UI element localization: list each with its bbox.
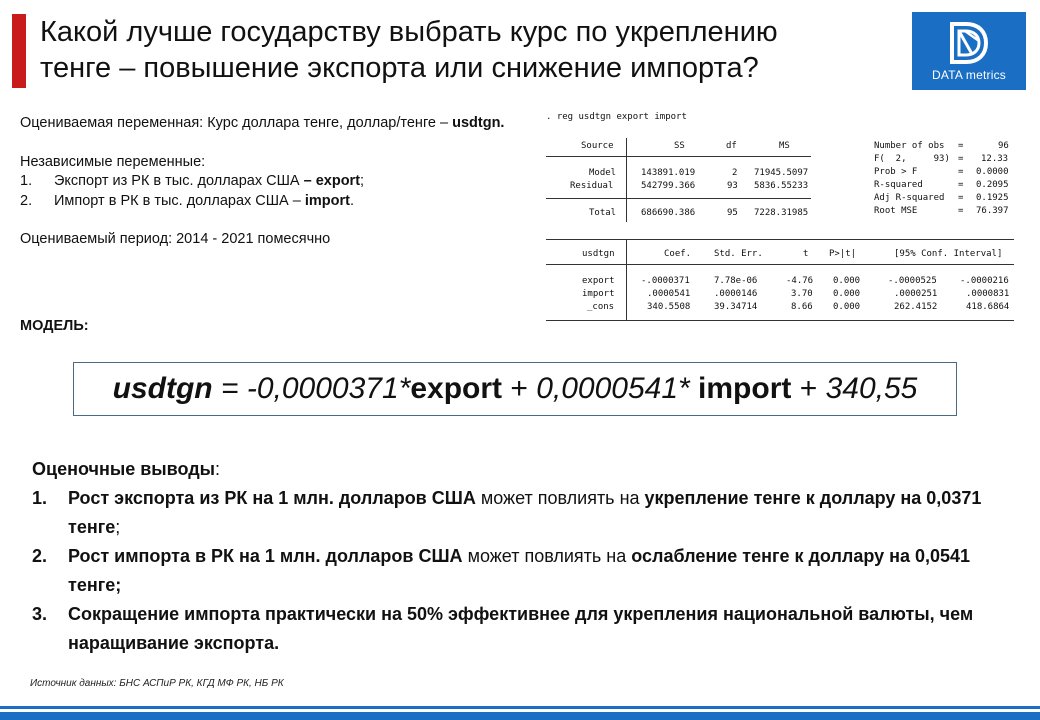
equation-plus: + xyxy=(791,372,826,405)
conclusion-bold: укрепление тенге к доллару на 0,0371 тенге xyxy=(68,488,982,537)
anova-header-ms: MS xyxy=(779,141,790,151)
title-line-2: тенге – повышение экспорта или снижение импорта? xyxy=(40,52,759,84)
title-line-1: Какой лучше государству выбрать курс по укреплению xyxy=(40,16,778,48)
stata-command: . reg usdtgn export import xyxy=(546,112,687,122)
stat-eq: = xyxy=(958,180,964,190)
logo-text: DATA metrics xyxy=(932,68,1006,82)
coef-cell: 7.78e-06 xyxy=(714,276,758,286)
stat-value: 0.0000 xyxy=(976,167,1009,177)
anova-cell: 93 xyxy=(727,181,738,191)
stat-value: 76.397 xyxy=(976,206,1009,216)
anova-cell: 71945.5097 xyxy=(754,168,809,178)
conclusion-number: 1. xyxy=(32,488,48,508)
coef-cell: 262.4152 xyxy=(894,302,938,312)
anova-cell: 5836.55233 xyxy=(754,181,809,191)
title-accent-bar xyxy=(12,14,26,88)
coef-cell: -4.76 xyxy=(786,276,814,286)
equation-coef-export: -0,0000371* xyxy=(246,372,411,405)
item-tail: ; xyxy=(360,173,365,189)
dependent-variable-name: usdtgn. xyxy=(452,115,505,131)
coef-divider xyxy=(626,239,627,321)
anova-cell: 7228.31985 xyxy=(754,208,809,218)
coef-cell: 0.000 xyxy=(833,302,861,312)
coef-rule xyxy=(546,239,626,240)
item-number: 1. xyxy=(20,173,33,189)
equation-constant: 340,55 xyxy=(825,372,918,405)
equation-var-export: export xyxy=(410,372,503,405)
model-label: МОДЕЛЬ: xyxy=(20,318,89,334)
item-number: 2. xyxy=(20,192,33,209)
anova-cell: 143891.019 xyxy=(641,168,696,178)
item-variable: – export xyxy=(303,173,361,189)
footer-bar xyxy=(0,712,1040,720)
conclusion-item xyxy=(32,484,1012,542)
equation-var-import: import xyxy=(698,372,792,405)
coef-row-label: _cons xyxy=(587,302,615,312)
coef-cell: 8.66 xyxy=(791,302,813,312)
independent-variable-item xyxy=(20,192,540,212)
stat-value: 0.2095 xyxy=(976,180,1009,190)
stat-label: Root MSE xyxy=(874,206,918,216)
coef-cell: .0000251 xyxy=(894,289,938,299)
conclusion-bold: ослабление тенге к доллару на 0,0541 тенге; xyxy=(68,546,971,595)
coef-rule xyxy=(626,239,1014,240)
coef-cell: 0.000 xyxy=(833,276,861,286)
coef-rule xyxy=(546,320,626,321)
conclusion-text: ; xyxy=(115,517,121,537)
coef-cell: -.0000525 xyxy=(888,276,937,286)
conclusion-number: 2. xyxy=(32,546,48,566)
conclusion-item xyxy=(32,600,1012,658)
estimation-period: Оцениваемый период: 2014 - 2021 помесячно xyxy=(20,231,331,247)
coef-rule xyxy=(546,264,626,265)
coef-header: Std. Err. xyxy=(714,249,763,259)
conclusion-item xyxy=(32,542,1012,600)
stat-label: F( 2, 93) xyxy=(874,154,950,164)
independent-variables-header: Независимые переменные: xyxy=(20,153,206,170)
stat-eq: = xyxy=(958,193,964,203)
anova-total-label: Total xyxy=(589,208,617,218)
item-variable: import xyxy=(304,192,350,209)
data-metrics-logo xyxy=(912,12,1026,90)
conclusions-block xyxy=(32,455,1012,658)
item-text: Импорт в РК в тыс. долларах США – xyxy=(54,192,305,209)
coef-cell: 3.70 xyxy=(791,289,813,299)
conclusion-number: 3. xyxy=(32,604,48,624)
equation-dependent: usdtgn xyxy=(112,372,213,405)
coef-rule xyxy=(626,320,1014,321)
stat-eq: = xyxy=(958,167,964,177)
anova-header-ss: SS xyxy=(674,141,685,151)
coef-cell: 39.34714 xyxy=(714,302,758,312)
stat-label: Number of obs xyxy=(874,141,945,151)
independent-variable-item xyxy=(20,172,540,192)
anova-row-label: Residual xyxy=(570,181,614,191)
coef-header: P>|t| xyxy=(829,249,857,259)
equation-coef-import: 0,0000541* xyxy=(536,372,699,405)
stat-eq: = xyxy=(958,141,964,151)
anova-header-df: df xyxy=(726,141,737,151)
conclusions-list xyxy=(32,484,1012,658)
coef-row-label: export xyxy=(582,276,615,286)
equation-plus: + xyxy=(502,372,537,405)
coef-row-label: import xyxy=(582,289,615,299)
anova-cell: 95 xyxy=(727,208,738,218)
coef-cell: .0000146 xyxy=(714,289,758,299)
anova-header-source: Source xyxy=(581,141,614,151)
anova-rule xyxy=(626,198,811,199)
coef-header: Coef. xyxy=(664,249,692,259)
conclusion-bold: Сокращение импорта практически на 50% эффективнее для укрепления национальной валюты, чем наращивание экспорта. xyxy=(68,604,974,653)
data-metrics-d-icon xyxy=(948,20,990,66)
coef-cell: 418.6864 xyxy=(966,302,1010,312)
coef-cell: .0000831 xyxy=(966,289,1010,299)
coef-rule xyxy=(626,264,1014,265)
dependent-variable-line xyxy=(20,114,540,134)
item-tail: . xyxy=(349,192,354,209)
coef-cell: -.0000216 xyxy=(960,276,1009,286)
coef-cell: -.0000371 xyxy=(641,276,690,286)
variables-block xyxy=(20,114,540,250)
conclusions-title: Оценочные выводы xyxy=(32,459,216,479)
coef-cell: 340.5508 xyxy=(647,302,691,312)
stat-eq: = xyxy=(958,206,964,216)
coef-header: t xyxy=(803,249,809,259)
stat-label: Prob > F xyxy=(874,167,918,177)
conclusions-header xyxy=(32,455,1012,484)
anova-cell: 2 xyxy=(732,168,738,178)
stat-label: R-squared xyxy=(874,180,923,190)
conclusion-text: может повлиять на xyxy=(462,546,632,566)
regression-equation xyxy=(73,362,957,416)
conclusion-bold: Рост экспорта из РК на 1 млн. долларов США xyxy=(68,488,476,508)
stat-value: 0.1925 xyxy=(976,193,1009,203)
stat-eq: = xyxy=(958,154,964,164)
stat-value: 12.33 xyxy=(981,154,1009,164)
coef-cell: 0.000 xyxy=(833,289,861,299)
anova-divider xyxy=(626,138,627,222)
slide-title xyxy=(40,14,900,86)
conclusion-text: может повлиять на xyxy=(475,488,645,508)
anova-rule xyxy=(546,198,626,199)
anova-rule xyxy=(626,156,811,157)
item-text: Экспорт из РК в тыс. долларах США xyxy=(54,173,304,189)
anova-cell: 686690.386 xyxy=(641,208,696,218)
coef-header: usdtgn xyxy=(582,249,615,259)
data-source-note: Источник данных: БНС АСПиР РК, КГД МФ РК, НБ РК xyxy=(30,678,284,689)
equation-equals: = xyxy=(212,372,247,405)
stat-label: Adj R-squared xyxy=(874,193,945,203)
coef-header: [95% Conf. Interval] xyxy=(894,249,1003,259)
footer-rule xyxy=(0,706,1040,709)
coef-cell: .0000541 xyxy=(647,289,691,299)
anova-rule xyxy=(546,156,626,157)
anova-row-label: Model xyxy=(589,168,617,178)
dependent-variable-label: Оцениваемая переменная: Курс доллара тенге, доллар/тенге – xyxy=(20,115,453,131)
stat-value: 96 xyxy=(998,141,1009,151)
conclusions-title-tail: : xyxy=(215,459,221,479)
anova-cell: 542799.366 xyxy=(641,181,696,191)
conclusion-bold: Рост импорта в РК на 1 млн. долларов США xyxy=(68,546,463,566)
